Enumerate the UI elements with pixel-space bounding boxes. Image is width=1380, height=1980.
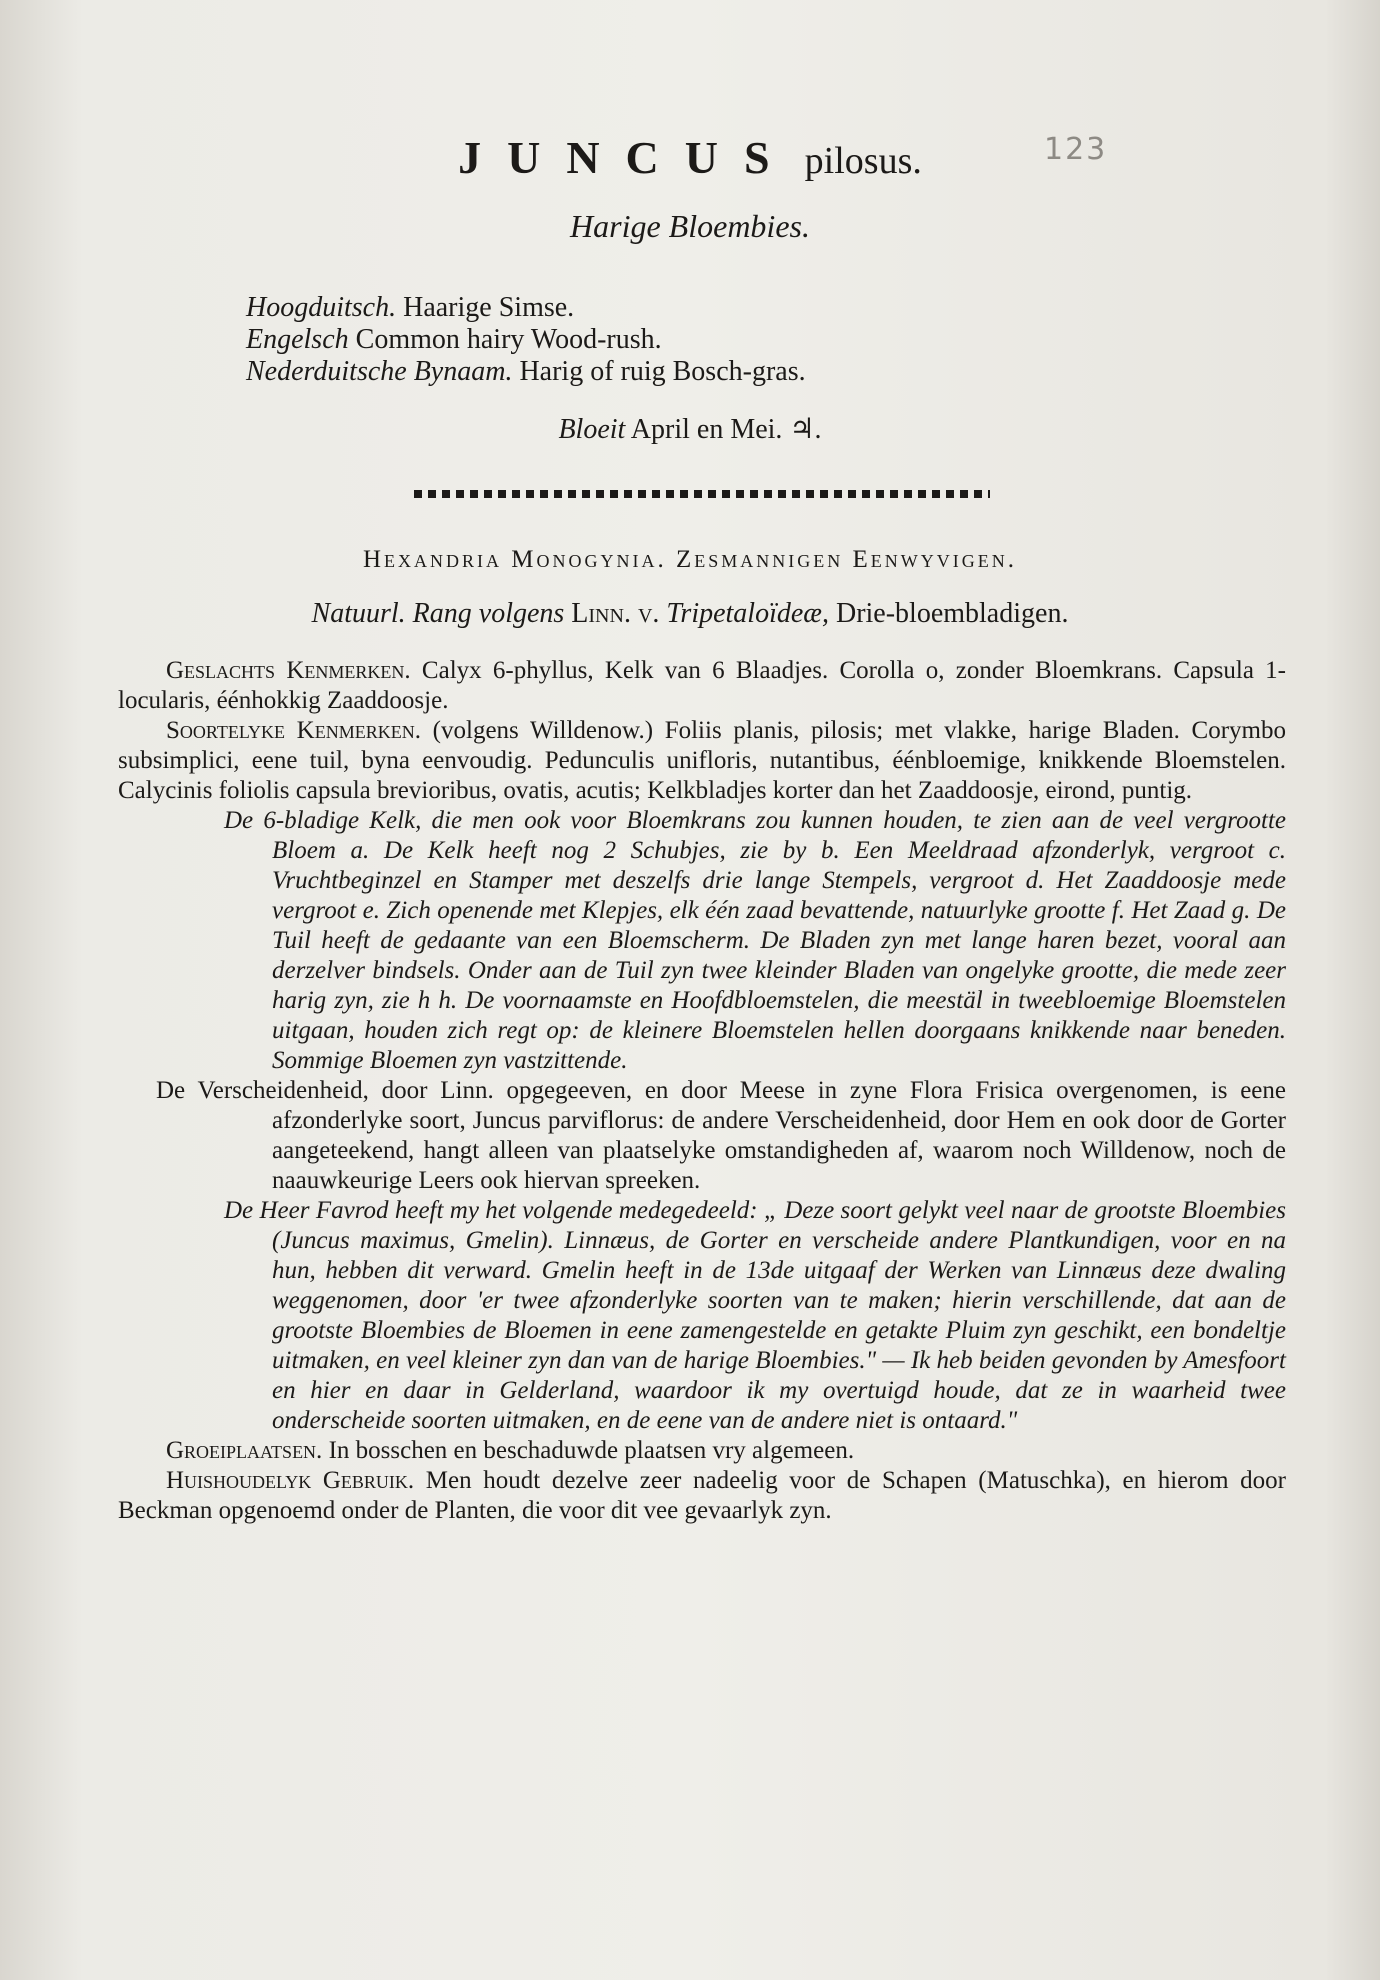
paragraph-heading: Groeiplaatsen. (166, 1437, 323, 1464)
bloom-label: Bloeit (558, 414, 626, 445)
natural-rank (0, 598, 1380, 630)
paragraph-text: De Verscheidenheid, door Linn. opgegeeven, en door Meese in zyne Flora Frisica overgenomen, is eene afzonderlyke soort, Juncus parviflorus: de andere Verscheidenheid, door Hem en ook door de Gorter aangeteekend, hangt alleen van plaatselyke omstandigheden af, waarom noch Willdenow, noch de naauwkeurige Leers ook hiervan spreeken. (156, 1077, 1286, 1194)
bloom-text: April en Mei. (630, 414, 783, 445)
linnaean-class: Hexandria Monogynia. Zesmannigen Eenwyvigen. (362, 546, 1018, 573)
paragraph-text: De 6-bladige Kelk, die men ook voor Bloemkrans zou kunnen houden, te zien aan de veel vergrootte Bloem a. De Kelk heeft nog 2 Schubjes, zie by b. Een Meeldraad afzonderlyk, vergroot c. Vruchtbeginzel en Stamper met deszelfs drie lange Stempels, vergroot d. Het Zaaddoosje mede vergroot e. Zich openende met Klepjes, elk één zaad bevattende, natuurlyke grootte f. Het Zaad g. De Tuil heeft de gedaante van een Bloemscherm. De Bladen zyn met lange haren bezet, vooral aan derzelver bindsels. Onder aan de Tuil zyn twee kleinder Bladen van ongelyke grootte, die mede zeer harig zyn, zie h h. De voornaamste en Hoofdbloemstelen, die meestäl in tweebloemige Bloemstelen uitgaan, houden zich regt op: de kleinere Bloemstelen hellen doorgaans knikkende naar beneden. Sommige Bloemen zyn vastzittende. (224, 807, 1286, 1074)
vernacular-names (246, 292, 806, 388)
name-row-english (246, 324, 806, 356)
paragraph-heading: Geslachts Kenmerken. (166, 657, 411, 684)
paragraph-text: In bosschen en beschaduwde plaatsen vry algemeen. (328, 1437, 855, 1464)
paragraph-heading: Soortelyke Kenmerken. (166, 717, 421, 744)
paragraph-gebruik (118, 1466, 1286, 1526)
paragraph-groeiplaatsen (118, 1436, 1286, 1466)
species-name: pilosus. (804, 140, 922, 182)
title (0, 128, 1380, 198)
paragraph-text: Calyx 6-phyllus, Kelk van 6 Blaadjes. Corolla o, zonder Bloemkrans. Capsula 1-locularis, éénhokkig Zaaddoosje. (118, 657, 1287, 714)
name-language: Hoogduitsch. (246, 292, 397, 323)
paragraph-verscheidenheid (118, 1076, 1286, 1196)
rank-translation: Drie-bloembladigen. (835, 598, 1069, 629)
paragraph-text: (volgens Willdenow.) Foliis planis, pilosis; met vlakke, harige Bladen. Corymbo subsimplici, eene tuil, byna eenvoudig. Pedunculis unifloris, nutantibus, éénbloemige, knikkende Bloemstelen. Calycinis foliolis capsula brevioribus, ovatis, acutis; Kelkbladjes korter dan het Zaaddoosje, eirond, puntig. (118, 717, 1286, 804)
rank-linn: Linn. v. (571, 598, 660, 629)
ornamental-rule (414, 490, 990, 498)
paragraph-text: Men houdt dezelve zeer nadeelig voor de Schapen (Matuschka), en hierom door Beckman opgenoemd onder de Planten, die voor dit vee gevaarlyk zyn. (118, 1467, 1286, 1524)
bloom-time (0, 412, 1380, 446)
paragraph-soortelyke (118, 716, 1286, 806)
page-number: 123 (1044, 132, 1108, 167)
name-row-dutch (246, 356, 806, 388)
name-value: Common hairy Wood-rush. (355, 324, 662, 355)
rank-order: Tripetaloïdeæ, (666, 598, 829, 629)
name-row-german (246, 292, 806, 324)
name-language: Nederduitsche Bynaam. (246, 356, 513, 387)
rank-prefix: Natuurl. Rang volgens (311, 598, 565, 629)
paragraph-favrod (118, 1196, 1286, 1436)
name-language: Engelsch (246, 324, 349, 355)
paragraph-text: De Heer Favrod heeft my het volgende medegedeeld: „ Deze soort gelykt veel naar de grootste Bloembies (Juncus maximus, Gmelin). Linnæus, de Gorter en verscheide andere Plantkundigen, voor en na hun, hebben dit verward. Gmelin heeft in de 13de uitgaaf der Werken van Linnæus deze dwaling weggenomen, door 'er twee afzonderlyke soorten van te maken; hierin verschillende, dat aan de grootste Bloembies de Bloemen in eene zamengestelde en getakte Pluim zyn geschikt, een bondeltje uitmaken, en veel kleiner zyn dan van de harige Bloembies." — Ik heb beiden gevonden by Amesfoort en hier en daar in Gelderland, waardoor ik my overtuigd houde, dat ze in waarheid twee onderscheide soorten uitmaken, en de eene van de andere niet is ontaard." (224, 1197, 1286, 1434)
paragraph-heading: Huishoudelyk Gebruik. (166, 1467, 415, 1494)
name-value: Haarige Simse. (403, 292, 575, 323)
paragraph-beschryving (118, 806, 1286, 1076)
perennial-symbol: ♃. (789, 414, 822, 445)
common-name: Harige Bloembies. (570, 208, 810, 244)
genus-name: JUNCUS (458, 132, 796, 183)
name-value: Harig of ruig Bosch-gras. (519, 356, 806, 387)
paragraph-geslachts (118, 656, 1286, 716)
main-text (118, 656, 1286, 1526)
